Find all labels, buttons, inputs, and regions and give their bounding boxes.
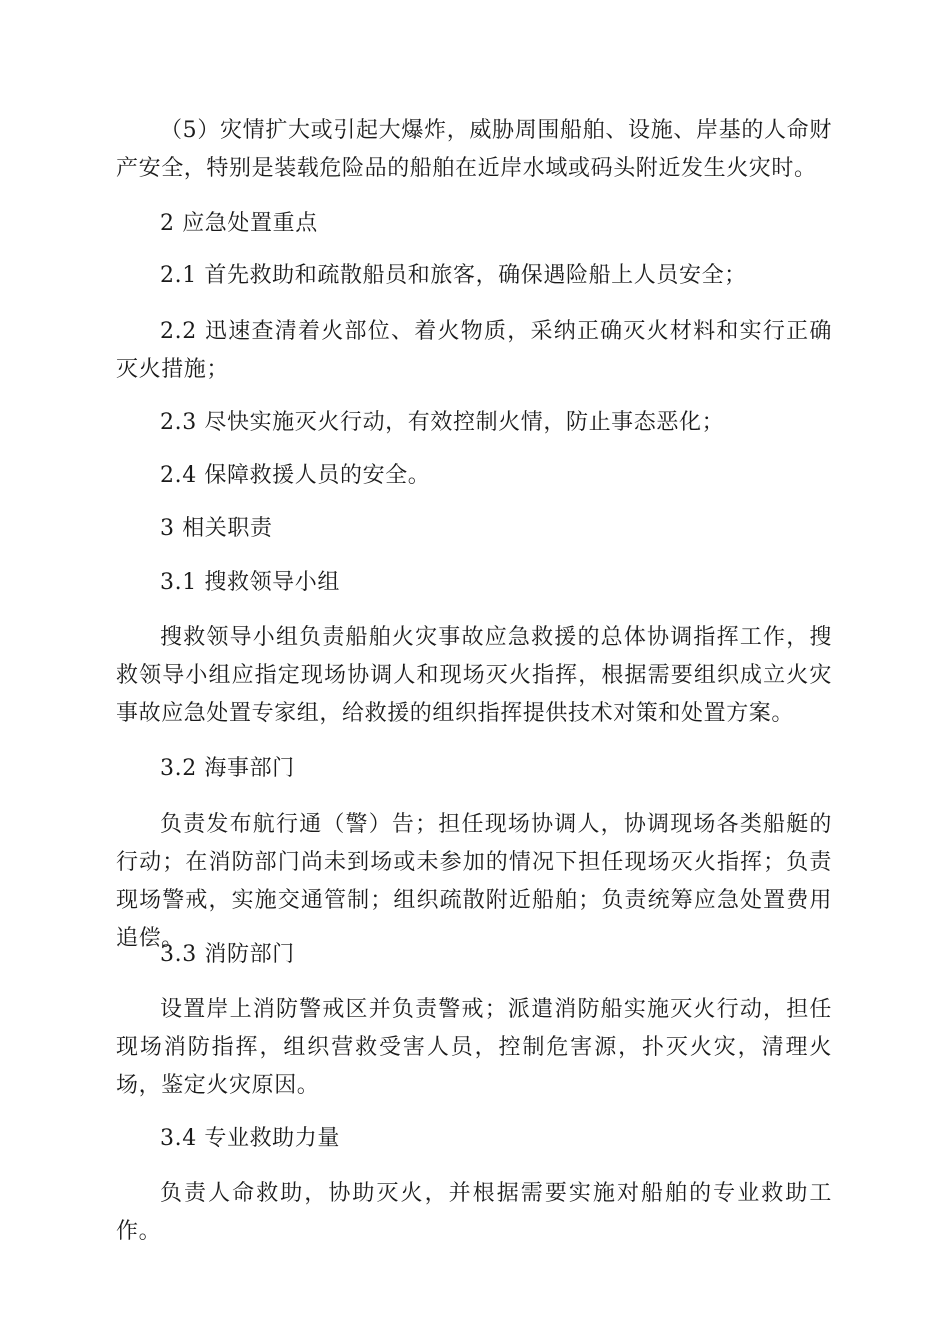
paragraph-2-4: 2.4 保障救援人员的安全。	[160, 463, 431, 488]
paragraph-3-2: 负责发布航行通（警）告；担任现场协调人，协调现场各类船艇的行动；在消防部门尚未到场或未参加的情况下担任现场灭火指挥；负责现场警戒，实施交通管制；组织疏散附近船舶；负责统筹应急处置费用追偿。	[116, 812, 832, 951]
section-heading-response-priorities: 2 应急处置重点	[160, 211, 318, 236]
paragraph-2-1: 2.1 首先救助和疏散船员和旅客，确保遇险船上人员安全；	[160, 263, 747, 288]
subsection-heading-3-2: 3.2 海事部门	[160, 756, 295, 781]
paragraph-3-3: 设置岸上消防警戒区并负责警戒；派遣消防船实施灭火行动，担任现场消防指挥，组织营救受害人员，控制危害源，扑灭火灾，清理火场，鉴定火灾原因。	[116, 997, 832, 1098]
subsection-heading-3-1: 3.1 搜救领导小组	[160, 570, 340, 595]
section-heading-responsibilities: 3 相关职责	[160, 516, 273, 541]
paragraph-disaster-escalation: （5）灾情扩大或引起大爆炸，威胁周围船舶、设施、岸基的人命财产安全，特别是装载危险品的船舶在近岸水域或码头附近发生火灾时。	[116, 118, 832, 181]
paragraph-2-3: 2.3 尽快实施灭火行动，有效控制火情，防止事态恶化；	[160, 410, 725, 435]
paragraph-2-2: 2.2 迅速查清着火部位、着火物质，采纳正确灭火材料和实行正确灭火措施；	[116, 319, 832, 382]
paragraph-3-1: 搜救领导小组负责船舶火灾事故应急救援的总体协调指挥工作，搜救领导小组应指定现场协调人和现场灭火指挥，根据需要组织成立火灾事故应急处置专家组，给救援的组织指挥提供技术对策和处置方案。	[116, 625, 832, 726]
subsection-heading-3-4: 3.4 专业救助力量	[160, 1126, 340, 1151]
paragraph-3-4: 负责人命救助，协助灭火，并根据需要实施对船舶的专业救助工作。	[116, 1181, 832, 1244]
subsection-heading-3-3: 3.3 消防部门	[160, 942, 295, 967]
